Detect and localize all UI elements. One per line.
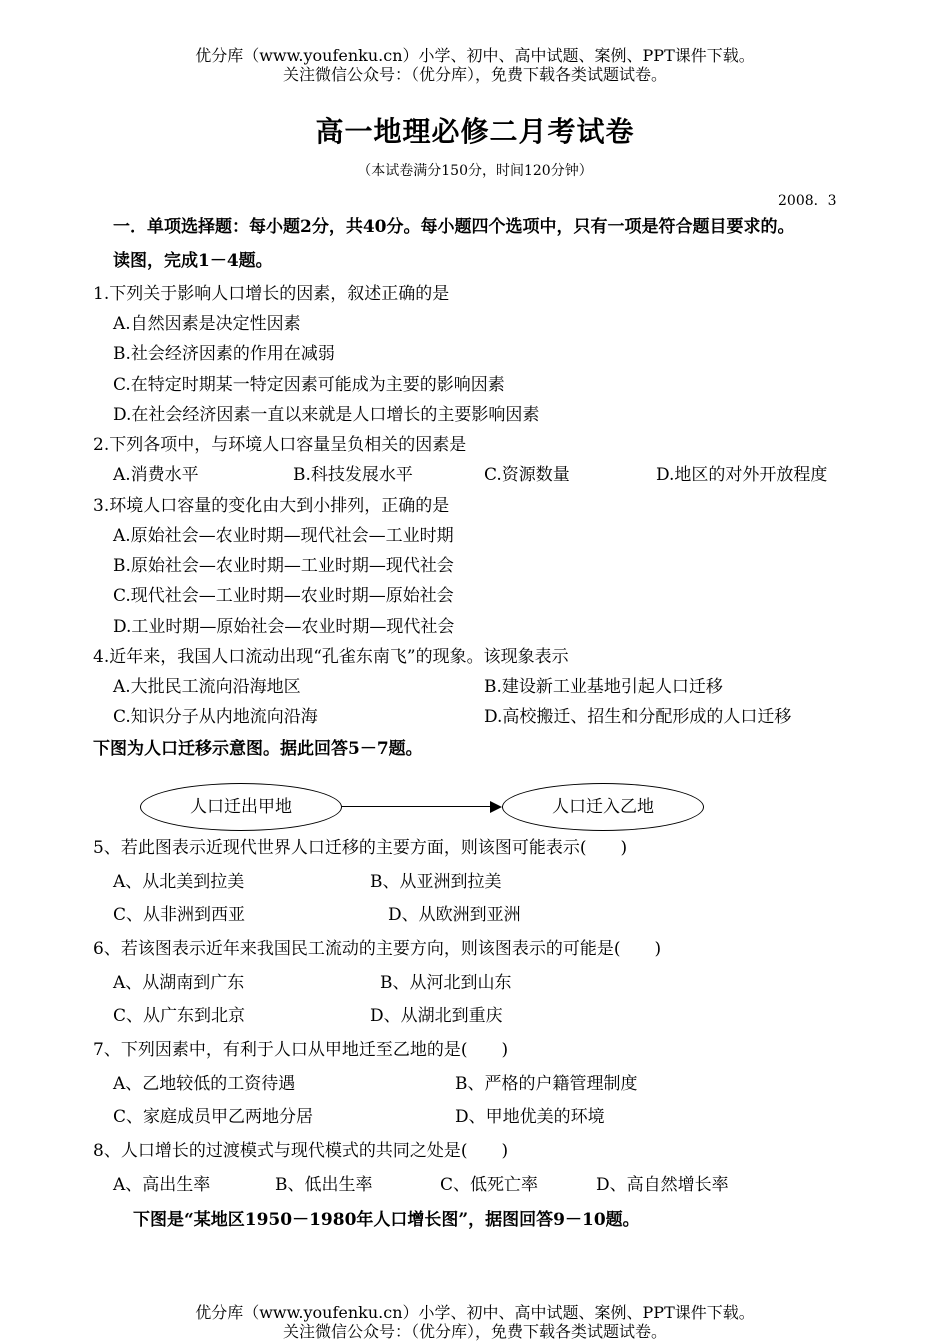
q4-stem: 4.近年来，我国人口流动出现“孔雀东南飞”的现象。该现象表示 bbox=[93, 647, 569, 667]
q3-option-d: D.工业时期—原始社会—农业时期—现代社会 bbox=[113, 617, 455, 637]
header-line-2: 关注微信公众号：（优分库），免费下载各类试题试卷。 bbox=[282, 65, 667, 84]
q5-option-b: B、从亚洲到拉美 bbox=[370, 872, 502, 892]
q5-stem: 5、若此图表示近现代世界人口迁移的主要方面，则该图可能表示( ) bbox=[93, 838, 628, 858]
q6-stem: 6、若该图表示近年来我国民工流动的主要方向，则该图表示的可能是( ) bbox=[93, 939, 662, 959]
footer-line-1: 优分库（www.youfenku.cn）小学、初中、高中试题、案例、PPT课件下载。 bbox=[195, 1303, 755, 1322]
q2-option-c: C.资源数量 bbox=[484, 465, 570, 485]
q1-option-b: B.社会经济因素的作用在减弱 bbox=[113, 344, 335, 364]
q2-option-b: B.科技发展水平 bbox=[293, 465, 413, 485]
destination-oval bbox=[502, 783, 704, 831]
q6-option-c: C、从广东到北京 bbox=[113, 1006, 246, 1026]
q3-option-a: A.原始社会—农业时期—现代社会—工业时期 bbox=[113, 526, 454, 546]
destination-label: 人口迁入乙地 bbox=[552, 797, 654, 817]
q7-option-d: D、甲地优美的环境 bbox=[455, 1107, 605, 1127]
migration-arrow-line bbox=[342, 806, 492, 807]
q1-option-c: C.在特定时期某一特定因素可能成为主要的影响因素 bbox=[113, 375, 505, 395]
origin-label: 人口迁出甲地 bbox=[190, 797, 292, 817]
origin-oval bbox=[140, 783, 342, 831]
q4-option-b: B.建设新工业基地引起人口迁移 bbox=[484, 677, 723, 697]
arrow-head-icon bbox=[490, 801, 502, 813]
instruction-9-10: 下图是“某地区1950－1980年人口增长图”，据图回答9－10题。 bbox=[133, 1210, 640, 1230]
q6-option-b: B、从河北到山东 bbox=[380, 973, 512, 993]
q6-option-a: A、从湖南到广东 bbox=[113, 973, 245, 993]
section-heading: 一．单项选择题：每小题2分，共40分。每小题四个选项中，只有一项是符合题目要求的。 bbox=[113, 217, 795, 237]
q1-option-a: A.自然因素是决定性因素 bbox=[113, 314, 301, 334]
q2-option-a: A.消费水平 bbox=[113, 465, 199, 485]
q8-option-b: B、低出生率 bbox=[275, 1175, 373, 1195]
exam-date: 2008．3 bbox=[778, 193, 837, 209]
instruction-1-4: 读图，完成1－4题。 bbox=[113, 251, 273, 271]
q2-stem: 2.下列各项中，与环境人口容量呈负相关的因素是 bbox=[93, 435, 467, 455]
q1-stem: 1.下列关于影响人口增长的因素，叙述正确的是 bbox=[93, 284, 450, 304]
q7-option-c: C、家庭成员甲乙两地分居 bbox=[113, 1107, 314, 1127]
q6-option-d: D、从湖北到重庆 bbox=[370, 1006, 503, 1026]
q4-option-c: C.知识分子从内地流向沿海 bbox=[113, 707, 318, 727]
q8-option-d: D、高自然增长率 bbox=[596, 1175, 729, 1195]
q7-option-b: B、严格的户籍管理制度 bbox=[455, 1074, 638, 1094]
footer-line-2: 关注微信公众号：（优分库），免费下载各类试题试卷。 bbox=[282, 1322, 667, 1341]
q7-option-a: A、乙地较低的工资待遇 bbox=[113, 1074, 296, 1094]
q7-stem: 7、下列因素中，有利于人口从甲地迁至乙地的是( ) bbox=[93, 1040, 509, 1060]
q3-stem: 3.环境人口容量的变化由大到小排列，正确的是 bbox=[93, 496, 450, 516]
q3-option-b: B.原始社会—农业时期—工业时期—现代社会 bbox=[113, 556, 454, 576]
q8-option-a: A、高出生率 bbox=[113, 1175, 211, 1195]
q8-option-c: C、低死亡率 bbox=[440, 1175, 539, 1195]
q2-option-d: D.地区的对外开放程度 bbox=[656, 465, 828, 485]
q5-option-d: D、从欧洲到亚洲 bbox=[388, 905, 521, 925]
q5-option-c: C、从非洲到西亚 bbox=[113, 905, 246, 925]
header-line-1: 优分库（www.youfenku.cn）小学、初中、高中试题、案例、PPT课件下载。 bbox=[195, 46, 755, 65]
q3-option-c: C.现代社会—工业时期—农业时期—原始社会 bbox=[113, 586, 454, 606]
q4-option-a: A.大批民工流向沿海地区 bbox=[113, 677, 301, 697]
q5-option-a: A、从北美到拉美 bbox=[113, 872, 245, 892]
q4-option-d: D.高校搬迁、招生和分配形成的人口迁移 bbox=[484, 707, 792, 727]
q1-option-d: D.在社会经济因素一直以来就是人口增长的主要影响因素 bbox=[113, 405, 540, 425]
exam-subtitle: （本试卷满分150分，时间120分钟） bbox=[357, 163, 593, 179]
exam-title: 高一地理必修二月考试卷 bbox=[315, 115, 635, 148]
instruction-5-7: 下图为人口迁移示意图。据此回答5－7题。 bbox=[93, 739, 423, 759]
q8-stem: 8、人口增长的过渡模式与现代模式的共同之处是( ) bbox=[93, 1141, 509, 1161]
